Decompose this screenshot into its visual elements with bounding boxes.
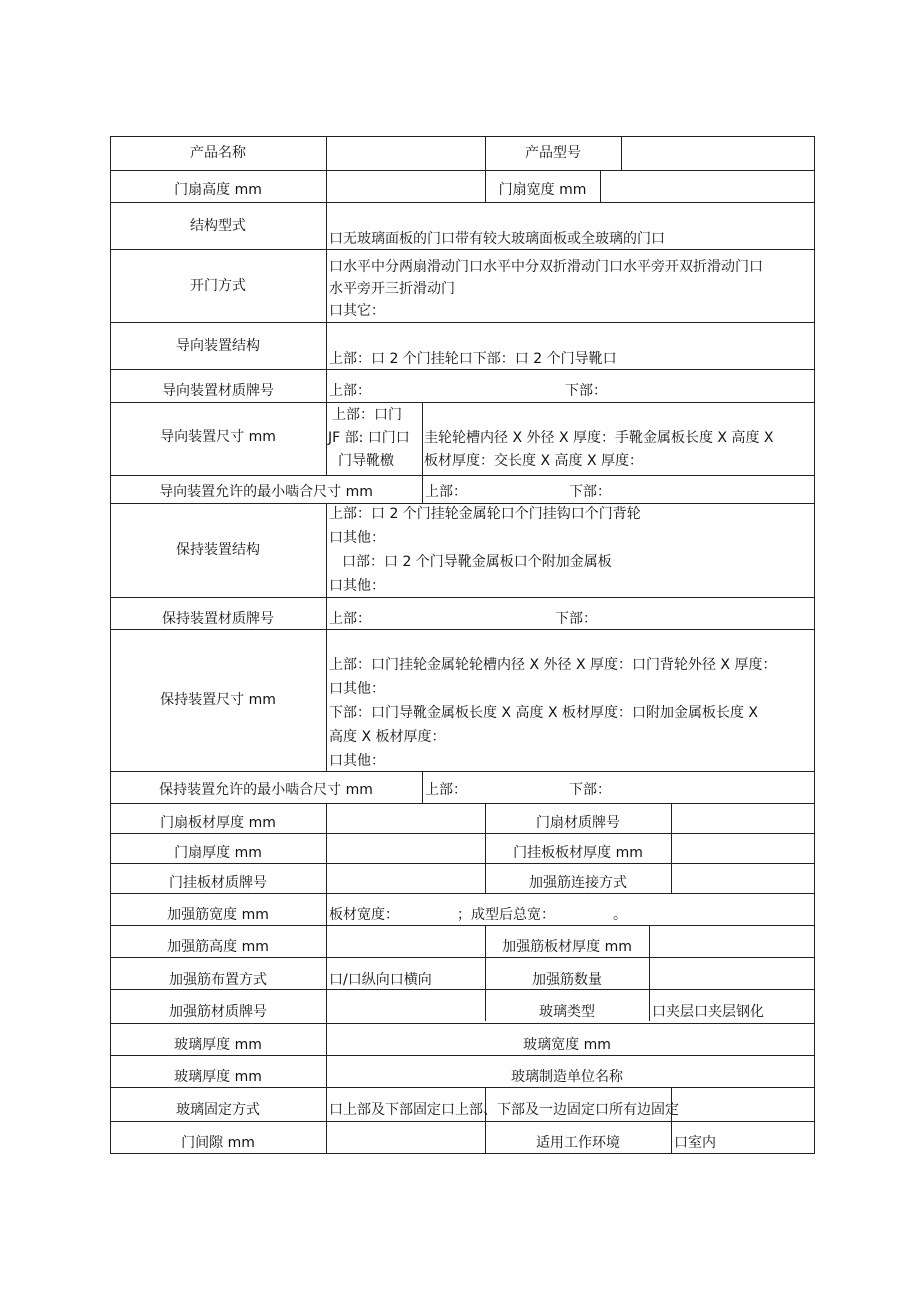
value-retain-size-1: 上部：口门挂轮金属轮轮槽内径 X 外径 X 厚度：口门背轮外径 X 厚度：	[329, 657, 777, 673]
spec-form-table	[110, 136, 815, 1154]
row-divider	[110, 1087, 815, 1088]
label-retain-size: 保持装置尺寸 mm	[160, 692, 276, 708]
label-retain-engagement: 保持装置允许的最小啮合尺寸 mm	[159, 782, 373, 798]
value-retain-material-upper: 上部：	[329, 611, 371, 627]
label-glass-thickness-2: 玻璃厚度 mm	[174, 1069, 262, 1085]
value-environment: 口室内	[674, 1135, 716, 1151]
value-guide-structure: 上部：口 2 个门挂轮口下部：口 2 个门导靴口	[329, 351, 617, 367]
label-rib-width: 加强筋宽度 mm	[167, 907, 269, 923]
table-border-bottom	[110, 1153, 815, 1154]
col-divider	[422, 771, 423, 803]
label-door-panel-thickness: 门扇板材厚度 mm	[160, 815, 276, 831]
value-guide-size-b1: 圭轮轮槽内径 X 外径 X 厚度：手靴金属板长度 X 高度 X	[424, 430, 774, 446]
label-rib-count: 加强筋数量	[532, 972, 602, 988]
row-divider	[110, 402, 815, 403]
label-guide-material: 导向装置材质牌号	[162, 383, 274, 399]
col-divider	[600, 170, 601, 202]
row-divider	[110, 202, 815, 203]
col-divider	[621, 136, 622, 170]
value-rib-width-total: ；成型后总宽：	[457, 907, 555, 923]
label-guide-size: 导向装置尺寸 mm	[160, 429, 276, 445]
row-divider	[110, 893, 815, 894]
value-retain-structure-1: 上部：口 2 个门挂轮金属轮口个门挂钩口个门背轮	[329, 506, 641, 522]
label-rib-material: 加强筋材质牌号	[169, 1004, 267, 1020]
value-opening-mode-3: 口其它：	[329, 303, 385, 319]
row-divider	[110, 863, 815, 864]
col-divider	[671, 1087, 672, 1153]
label-glass-thickness: 玻璃厚度 mm	[174, 1037, 262, 1053]
label-guide-engagement: 导向装置允许的最小啮合尺寸 mm	[159, 484, 373, 500]
row-divider	[110, 957, 815, 958]
value-retain-engagement-lower: 下部：	[569, 782, 611, 798]
col-divider	[649, 925, 650, 1021]
value-guide-engagement-lower: 下部：	[569, 484, 611, 500]
label-door-thickness: 门扇厚度 mm	[174, 845, 262, 861]
value-retain-structure-4: 口其他：	[329, 578, 385, 594]
value-opening-mode-1: 口水平中分两扇滑动门口水平中分双折滑动门口水平旁开双折滑动门口	[329, 259, 763, 275]
value-guide-size-b2: 板材厚度：交长度 X 高度 X 厚度：	[424, 453, 643, 469]
label-product-model: 产品型号	[525, 145, 581, 161]
row-divider	[110, 629, 815, 630]
value-retain-structure-2: 口其他：	[329, 530, 385, 546]
col-divider	[326, 803, 327, 1153]
value-guide-size-a1: 上部：口门	[332, 407, 402, 423]
value-guide-size-a2: JF 部: 口门口	[328, 430, 410, 446]
label-hanger-plate-thickness: 门挂板板材厚度 mm	[513, 845, 643, 861]
row-divider	[110, 475, 815, 476]
row-divider	[110, 925, 815, 926]
value-glass-type: 口夹层口夹层钢化	[652, 1004, 764, 1020]
row-divider	[110, 989, 815, 990]
label-structure-type: 结构型式	[190, 218, 246, 234]
value-guide-size-a3: 门导靴檄	[338, 453, 394, 469]
label-glass-fixing: 玻璃固定方式	[176, 1102, 260, 1118]
value-retain-engagement-upper: 上部：	[425, 782, 467, 798]
value-retain-size-4: 高度 X 板材厚度：	[329, 729, 446, 745]
row-divider	[110, 1121, 815, 1122]
label-door-height: 门扇高度 mm	[174, 182, 262, 198]
row-divider	[110, 771, 815, 772]
col-divider	[326, 136, 327, 475]
row-divider	[110, 1055, 815, 1056]
value-retain-structure-3: 口部：口 2 个门导靴金属板口个附加金属板	[342, 554, 612, 570]
row-divider	[110, 249, 815, 250]
value-rib-width-plate: 板材宽度：	[329, 907, 399, 923]
label-hanger-plate-material: 门挂板材质牌号	[169, 875, 267, 891]
value-retain-size-2: 口其他：	[329, 681, 385, 697]
value-structure-type: 口无玻璃面板的门口带有较大玻璃面板或全玻璃的门口	[329, 231, 665, 247]
label-retain-structure: 保持装置结构	[176, 542, 260, 558]
label-rib-layout: 加强筋布置方式	[169, 972, 267, 988]
label-door-width: 门扇宽度 mm	[498, 182, 587, 198]
value-guide-engagement-upper: 上部：	[425, 484, 467, 500]
label-rib-plate-thickness: 加强筋板材厚度 mm	[502, 939, 632, 955]
col-divider	[326, 503, 327, 771]
row-divider	[110, 322, 815, 323]
label-rib-height: 加强筋高度 mm	[167, 939, 269, 955]
label-glass-type: 玻璃类型	[539, 1004, 595, 1020]
value-opening-mode-2: 水平旁开三折滑动门	[329, 281, 455, 297]
row-divider	[110, 503, 815, 504]
value-retain-size-3: 下部：口门导靴金属板长度 X 高度 X 板材厚度：口附加金属板长度 X	[329, 705, 759, 721]
label-glass-width: 玻璃宽度 mm	[523, 1037, 611, 1053]
row-divider	[110, 803, 815, 804]
row-divider	[110, 170, 815, 171]
value-guide-material-upper: 上部：	[329, 383, 371, 399]
row-divider	[110, 597, 815, 598]
label-door-gap: 门间隙 mm	[181, 1135, 255, 1151]
col-divider	[422, 475, 423, 503]
label-door-material: 门扇材质牌号	[536, 815, 620, 831]
table-border-right	[814, 136, 815, 1154]
table-border-top	[110, 136, 815, 137]
row-divider	[110, 833, 815, 834]
value-guide-material-lower: 下部：	[565, 383, 607, 399]
label-retain-material: 保持装置材质牌号	[162, 611, 274, 627]
value-rib-layout: 口/口纵向口横向	[329, 972, 432, 988]
label-opening-mode: 开门方式	[190, 278, 246, 294]
label-guide-structure: 导向装置结构	[176, 338, 260, 354]
value-glass-fixing: 口上部及下部固定口上部、下部及一边固定口所有边固定	[329, 1102, 679, 1118]
col-divider	[671, 803, 672, 893]
label-environment: 适用工作环境	[536, 1135, 620, 1151]
row-divider	[110, 1023, 815, 1024]
label-rib-connection: 加强筋连接方式	[529, 875, 627, 891]
value-rib-width-end: 。	[613, 907, 627, 923]
value-retain-size-5: 口其他：	[329, 753, 385, 769]
col-divider	[422, 402, 423, 475]
value-retain-material-lower: 下部：	[555, 611, 597, 627]
label-product-name: 产品名称	[190, 145, 246, 161]
row-divider	[110, 369, 815, 370]
label-glass-manufacturer: 玻璃制造单位名称	[511, 1069, 623, 1085]
